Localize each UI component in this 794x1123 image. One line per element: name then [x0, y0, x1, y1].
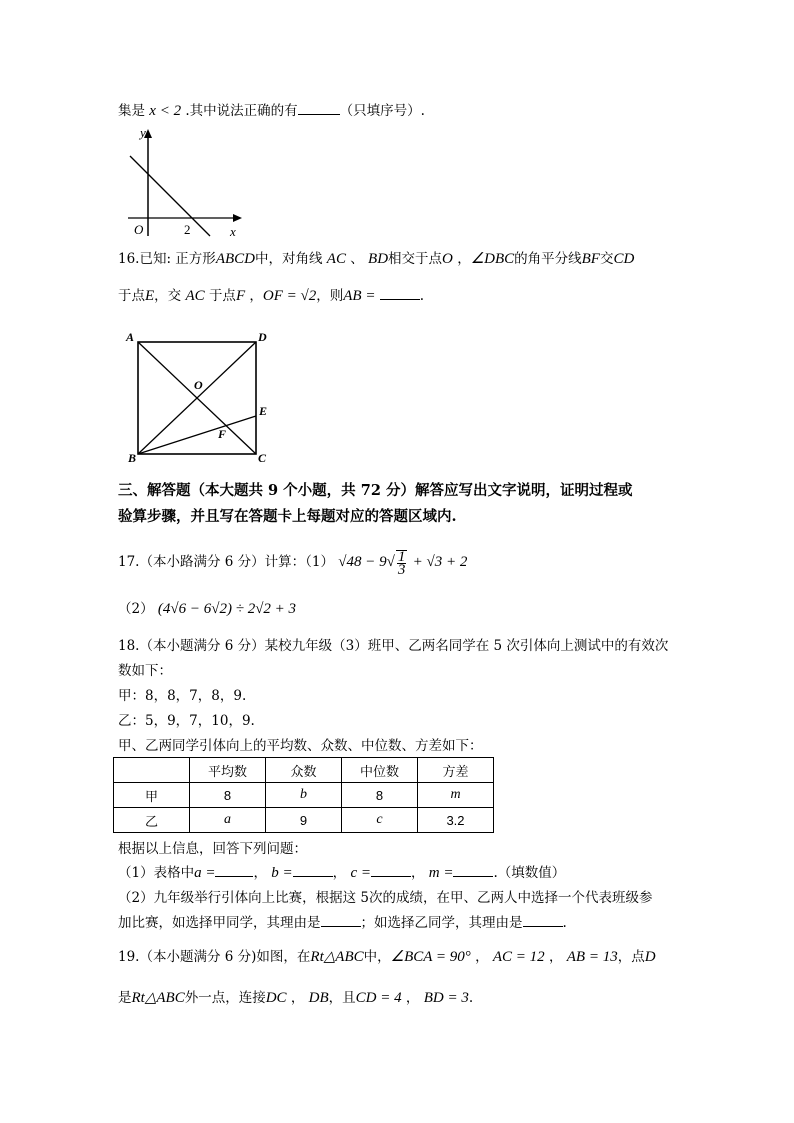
q16-sep: 、: [350, 251, 364, 267]
q17-expr-a: √48 − 9: [338, 554, 387, 570]
graph-x-label: x: [230, 224, 236, 238]
q17-label2: （2）: [118, 601, 154, 617]
q16-cd: CD: [613, 251, 635, 267]
q18-sep: ，: [332, 865, 347, 881]
q16-line1: [118, 250, 634, 268]
q18-blank-reason-jia[interactable]: [321, 914, 361, 927]
q17-fraction: [396, 550, 408, 576]
table-header-cell: 中位数: [342, 758, 418, 783]
q16-text: ，交: [154, 288, 182, 304]
q18-p2-text: 加比赛，如选择甲同学，其理由是: [118, 915, 321, 931]
q19-comma: ，: [475, 949, 489, 965]
q19-rt: Rt△ABC: [310, 949, 364, 965]
q18-p1-label: （1）表格中: [118, 865, 195, 881]
q16-text: 交: [599, 251, 614, 267]
table-cell: 8: [190, 783, 266, 808]
q19-cd: CD = 4: [355, 990, 402, 1006]
q18-text: 数如下：: [118, 663, 172, 679]
q16-ac: AC: [326, 251, 346, 267]
q19-text: ，且: [328, 990, 356, 1006]
q19-comma: ，: [405, 990, 420, 1006]
q15-text-post: .其中说法正确的有: [185, 103, 298, 119]
q18-blank-reason-yi[interactable]: [523, 914, 563, 927]
q18-blank-a[interactable]: [215, 864, 253, 877]
table-cell: 甲: [114, 783, 190, 808]
square-figure: [118, 328, 288, 468]
q16-answer-blank[interactable]: [380, 287, 420, 300]
vertex-d: D: [258, 330, 267, 344]
point-o: O: [194, 378, 203, 392]
q17-frac-num: 1: [397, 548, 406, 565]
q16-end: .: [419, 288, 425, 304]
q18-blank-m[interactable]: [453, 864, 493, 877]
q15-text-pre: 集是: [118, 103, 145, 119]
q16-text: 相交于点: [388, 251, 443, 267]
table-cell: 8: [342, 783, 418, 808]
table-header-cell: 众数: [266, 758, 342, 783]
q19-db: DB: [308, 990, 329, 1006]
q19-rt: Rt△ABC: [131, 990, 185, 1006]
q19-line1: [118, 948, 656, 966]
q16-bd: BD: [368, 251, 389, 267]
q19-d: D: [644, 949, 656, 965]
q18-yi: [118, 712, 255, 730]
q16-comma: ，: [457, 251, 471, 267]
q17-expr-b: + √3 + 2: [412, 554, 468, 570]
q18-jia-data: 甲：8，8，7，8，9.: [118, 688, 247, 704]
section3-line1: 三、解答题（本大题共 9 个小题，共 72 分）解答应写出文字说明，证明过程或: [118, 482, 633, 499]
q19-end: .: [468, 990, 474, 1006]
table-cell: c: [342, 808, 418, 833]
q17-line1: 17.（本小路满分 6 分）计算：（1） √48 − 9√ $\frac{1}{3}$ + √3 + 2: [118, 548, 468, 578]
table-header-cell: [114, 758, 190, 783]
q18-p2-text: ；如选择乙同学，其理由是: [360, 915, 523, 931]
table-cell: 乙: [114, 808, 190, 833]
vertex-a: A: [126, 330, 135, 344]
q15-paren: （只填序号）.: [339, 103, 425, 119]
q18-line4: [118, 840, 307, 858]
q18-line3: [118, 737, 483, 755]
q19-ab: AB = 13: [566, 949, 618, 965]
point-f: F: [218, 427, 227, 441]
q17-line2: [118, 600, 296, 618]
q19-text: 是: [118, 990, 132, 1006]
q18-blank-c[interactable]: [371, 864, 411, 877]
graph-y-label: y: [140, 125, 146, 140]
q15-answer-blank[interactable]: [298, 102, 340, 115]
graph-tick-label: 2: [184, 222, 191, 237]
q16-line2: [118, 287, 424, 305]
vertex-b: B: [128, 451, 137, 465]
vertex-c: C: [258, 451, 267, 465]
table-cell: 9: [266, 808, 342, 833]
q16-abcd: ABCD: [215, 251, 255, 267]
table-row: [114, 783, 494, 808]
q19-line2: [118, 989, 473, 1007]
table-header-row: [114, 758, 494, 783]
q18-sep: ，: [410, 865, 425, 881]
q19-text: ，点: [617, 949, 645, 965]
q16-ab-expr: AB =: [343, 288, 376, 304]
q18-blank-b[interactable]: [293, 864, 333, 877]
q18-line1: [118, 637, 668, 655]
q18-text: 18.（本小题满分 6 分）某校九年级（3）班甲、乙两名同学在 5 次引体向上测试中的有效次: [118, 638, 669, 654]
q16-of-expr: OF = √2: [262, 288, 317, 304]
q18-var-m: m =: [428, 865, 454, 881]
q18-text: 根据以上信息，回答下列问题：: [118, 841, 307, 857]
q18-p2-text: （2）九年级举行引体向上比赛，根据这 5次的成绩，在甲、乙两人中选择一个代表班级参: [118, 890, 653, 906]
table-row: [114, 808, 494, 833]
q18-sep: ，: [253, 865, 267, 881]
q15-expr: x < 2: [149, 103, 182, 119]
q18-p2-end: .: [562, 915, 567, 931]
q17-expr2: (4√6 − 6√2) ÷ 2√2 + 3: [157, 601, 297, 617]
q17-label: 17.（本小路满分 6 分）计算：（1）: [118, 554, 334, 570]
section3-line2: 验算步骤，并且写在答题卡上每题对应的答题区域内.: [118, 508, 457, 525]
table-header-cell: 方差: [418, 758, 494, 783]
q16-bf: BF: [581, 251, 600, 267]
q18-part1: [118, 864, 565, 882]
q18-var-a: a =: [194, 865, 216, 881]
point-e: E: [259, 404, 268, 418]
q18-text: 甲、乙两同学引体向上的平均数、众数、中位数、方差如下：: [118, 738, 483, 754]
q16-text: 于点: [118, 288, 145, 304]
q16-comma2: ，: [249, 288, 263, 304]
q16-text: 的角平分线: [514, 251, 582, 267]
q19-text: 19.（本小题满分 6 分)如图，在: [118, 949, 311, 965]
q16-f: F: [235, 288, 246, 304]
q18-var-c: c =: [350, 865, 371, 881]
q16-text: 16.已知: 正方形: [118, 251, 216, 267]
section3-heading-line2: [118, 508, 457, 526]
q19-dc: DC: [265, 990, 287, 1006]
table-cell: m: [418, 783, 494, 808]
line-graph-figure: [118, 124, 248, 238]
table-header-cell: 平均数: [190, 758, 266, 783]
stats-table: [113, 757, 494, 833]
table-cell: 3.2: [418, 808, 494, 833]
section3-heading: [118, 482, 632, 500]
q19-text: 外一点，连接: [184, 990, 266, 1006]
q18-var-b: b =: [271, 865, 293, 881]
table-cell: a: [190, 808, 266, 833]
q18-jia: [118, 687, 246, 705]
q18-p1-end: .（填数值）: [493, 865, 566, 881]
q16-text: ，则: [316, 288, 344, 304]
q19-comma: ，: [290, 990, 305, 1006]
q16-text: 中，对角线: [254, 251, 323, 267]
q18-part2-line1: [118, 889, 652, 907]
q18-line2: [118, 662, 172, 680]
q19-angle: ∠BCA = 90°: [390, 949, 471, 965]
table-cell: b: [266, 783, 342, 808]
q15-line: [118, 102, 425, 120]
q17-frac-den: 3: [397, 561, 406, 578]
q16-o: O: [442, 251, 453, 267]
q19-text: 中，: [363, 949, 391, 965]
q18-part2-line2: [118, 914, 567, 932]
q19-bd: BD = 3: [423, 990, 469, 1006]
q19-ac: AC = 12: [492, 949, 545, 965]
q19-comma: ，: [548, 949, 563, 965]
q16-ac2: AC: [185, 288, 205, 304]
graph-origin-label: O: [134, 222, 144, 237]
q16-text: 于点: [208, 288, 236, 304]
q16-angle: ∠DBC: [470, 251, 515, 267]
q16-e: E: [145, 288, 155, 304]
q18-yi-data: 乙：5，9，7，10，9.: [118, 713, 255, 729]
